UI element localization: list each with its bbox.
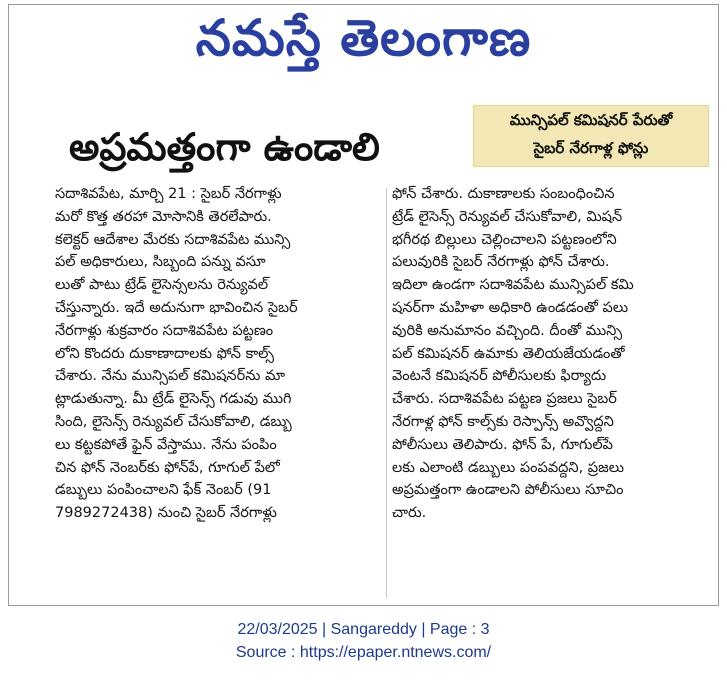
text-line: లోని కొందరు దుకాణాదాలకు ఫోన్ కాల్స్	[55, 345, 275, 362]
headline: అప్రమత్తంగా ఉండాలి	[69, 125, 380, 169]
text-line: పోలీసులు తెలిపారు. ఫోన్ పే, గూగుల్‌పే	[392, 436, 613, 453]
text-line: పల్ కమిషనర్ ఉమాకు తెలియజేయడంతో	[392, 345, 625, 362]
text-line: భగీరథ బిల్లులు చెల్లించాలని పట్టణంలోని	[392, 231, 617, 248]
text-line: డబ్బులు పంపించాలని ఫేక్ నెంబర్ (91	[55, 482, 272, 499]
text-line: అప్రమత్తంగా ఉండాలని పోలీసులు సూచిం	[392, 482, 624, 499]
text-line: లకు ఎలాంటి డబ్బులు పంపవద్దని, ప్రజలు	[392, 459, 624, 476]
text-line: చారు.	[392, 505, 427, 522]
text-line: కలెక్టర్ ఆదేశాల మేరకు సదాశివపేట మున్సి	[55, 231, 291, 248]
text-line: చిన ఫోన్ నెంబర్‌కు ఫోన్‌పే, గూగుల్ పేలో	[55, 459, 280, 476]
text-line: చేస్తున్నారు. ఇదే అదునుగా భావించిన సైబర్	[55, 299, 298, 316]
text-line: పలువురికి సైబర్ నేరగాళ్లు ఫోన్ చేశారు.	[392, 254, 610, 271]
article-column-left	[55, 183, 360, 525]
kicker-line-1: మున్సిపల్ కమిషనర్ పేరుతో	[509, 111, 673, 129]
text-line: మరో కొత్త తరహా మోసానికి తెరలేపారు.	[55, 208, 272, 225]
text-line: చేశారు. నేను మున్సిపల్ కమిషనర్‌ను మా	[55, 368, 286, 385]
text-line: ఇదిలా ఉండగా సదాశివపేట మున్సిపల్ కమి	[392, 277, 634, 294]
text-line: వురికి అనుమానం వచ్చింది. దీంతో మున్సి	[392, 322, 623, 339]
text-line: ఫోన్ చేశారు. దుకాణాలకు సంబంధించిన	[392, 186, 615, 202]
kicker-box	[473, 105, 709, 167]
text-line: సింది, లైసెన్స్ రెన్యువల్ చేసుకోవాలి, డబ్బు	[55, 413, 292, 430]
text-line: లుతో పాటు ట్రేడ్ లైసెన్సలను రెన్యువల్	[55, 277, 269, 294]
column-divider	[386, 188, 387, 598]
text-line: వెంటనే కమిషనర్ పోలీసులకు ఫిర్యాదు	[392, 368, 607, 385]
footer-source: Source : https://epaper.ntnews.com/	[235, 644, 492, 661]
text-line: చేశారు. సదాశివపేట పట్టణ ప్రజలు సైబర్	[392, 391, 617, 408]
kicker-line-2: సైబర్ నేరగాళ్ల ఫోన్లు	[533, 139, 649, 157]
text-line: 7989272438) నుంచి సైబర్ నేరగాళ్లు	[55, 505, 277, 522]
text-line: లు కట్టకపోతే ఫైన్ వేస్తాము. నేను పంపిం	[55, 436, 277, 453]
text-line: నేరగాళ్ల ఫోన్ కాల్స్‌కు రెస్పాన్స్ అవ్వొద్దని	[392, 413, 614, 430]
text-line: సదాశివపేట, మార్చి 21 : సైబర్ నేరగాళ్లు	[55, 186, 282, 202]
text-line: నేరగాళ్లు శుక్రవారం సదాశివపేట పట్టణం	[55, 322, 274, 339]
text-line: పల్ అధికారులు, సిబ్బంది పన్ను వసూ	[55, 254, 266, 271]
footer-date-edition: 22/03/2025 | Sangareddy | Page : 3	[237, 621, 490, 638]
text-line: షనర్‌గా మహిళా అధికారి ఉండడంతో పలు	[392, 299, 629, 316]
masthead: నమస్తే తెలంగాణ	[195, 9, 532, 67]
text-line: ట్లాడుతున్నా. మీ ట్రేడ్ లైసెన్స్ గడువు ముగి	[55, 391, 292, 408]
article-column-right	[392, 183, 697, 525]
text-line: ట్రేడ్ లైసెన్స్ రెన్యువల్ చేసుకోవాలి, మిషన్	[392, 208, 623, 225]
